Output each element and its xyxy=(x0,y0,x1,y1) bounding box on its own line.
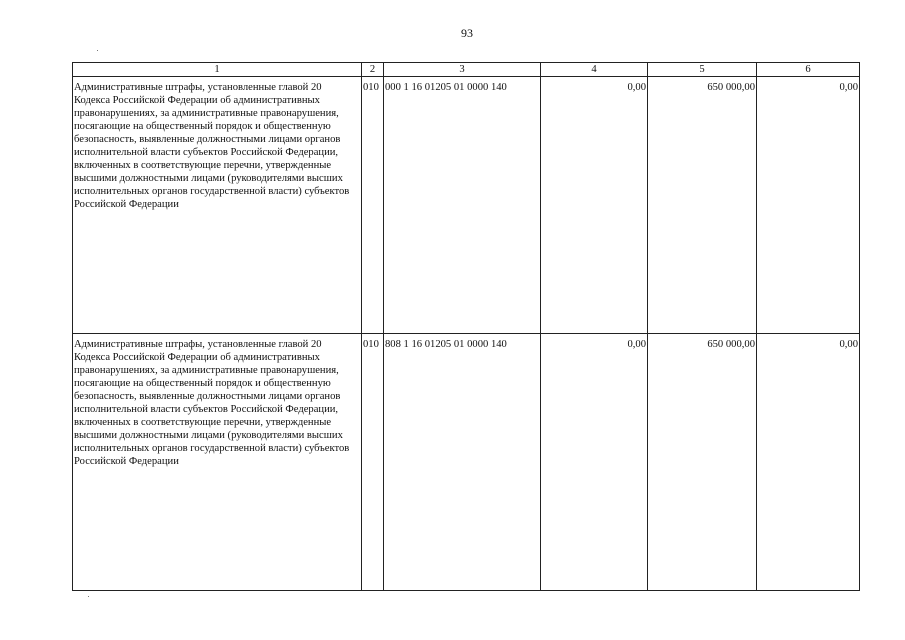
column-header-1: 1 xyxy=(73,63,362,77)
table-row xyxy=(73,334,860,591)
row-col6-value: 0,00 xyxy=(757,77,860,334)
table-header-row xyxy=(73,63,860,77)
column-header-6: 6 xyxy=(757,63,860,77)
row-admin-code: 010 xyxy=(362,77,384,334)
column-header-5: 5 xyxy=(648,63,757,77)
column-header-3: 3 xyxy=(384,63,541,77)
row-description: Административные штрафы, установленные главой 20 Кодекса Российской Федерации об административных правонарушениях, за административные правонарушения, посягающие на общественный порядок и общественную безопасность, выявленные должностными лицами органов исполнительной власти субъектов Российской Федерации, включенных в соответствующие перечни, утвержденные высшими должностными лицами (руководителями высших исполнительных органов государственной власти) субъектов Российской Федерации xyxy=(73,77,362,334)
row-col4-value: 0,00 xyxy=(541,334,648,591)
row-description: Административные штрафы, установленные главой 20 Кодекса Российской Федерации об административных правонарушениях, за административные правонарушения, посягающие на общественный порядок и общественную безопасность, выявленные должностными лицами органов исполнительной власти субъектов Российской Федерации, включенных в соответствующие перечни, утвержденные высшими должностными лицами (руководителями высших исполнительных органов государственной власти) субъектов Российской Федерации xyxy=(73,334,362,591)
column-header-2: 2 xyxy=(362,63,384,77)
scan-speck xyxy=(97,50,98,51)
row-col4-value: 0,00 xyxy=(541,77,648,334)
row-col5-value: 650 000,00 xyxy=(648,77,757,334)
scan-speck xyxy=(88,596,89,597)
budget-table xyxy=(72,62,860,591)
column-header-4: 4 xyxy=(541,63,648,77)
page-number: 93 xyxy=(461,26,473,40)
row-admin-code: 010 xyxy=(362,334,384,591)
row-col6-value: 0,00 xyxy=(757,334,860,591)
table-row xyxy=(73,77,860,334)
row-budget-code: 808 1 16 01205 01 0000 140 xyxy=(384,334,541,591)
row-col5-value: 650 000,00 xyxy=(648,334,757,591)
row-budget-code: 000 1 16 01205 01 0000 140 xyxy=(384,77,541,334)
